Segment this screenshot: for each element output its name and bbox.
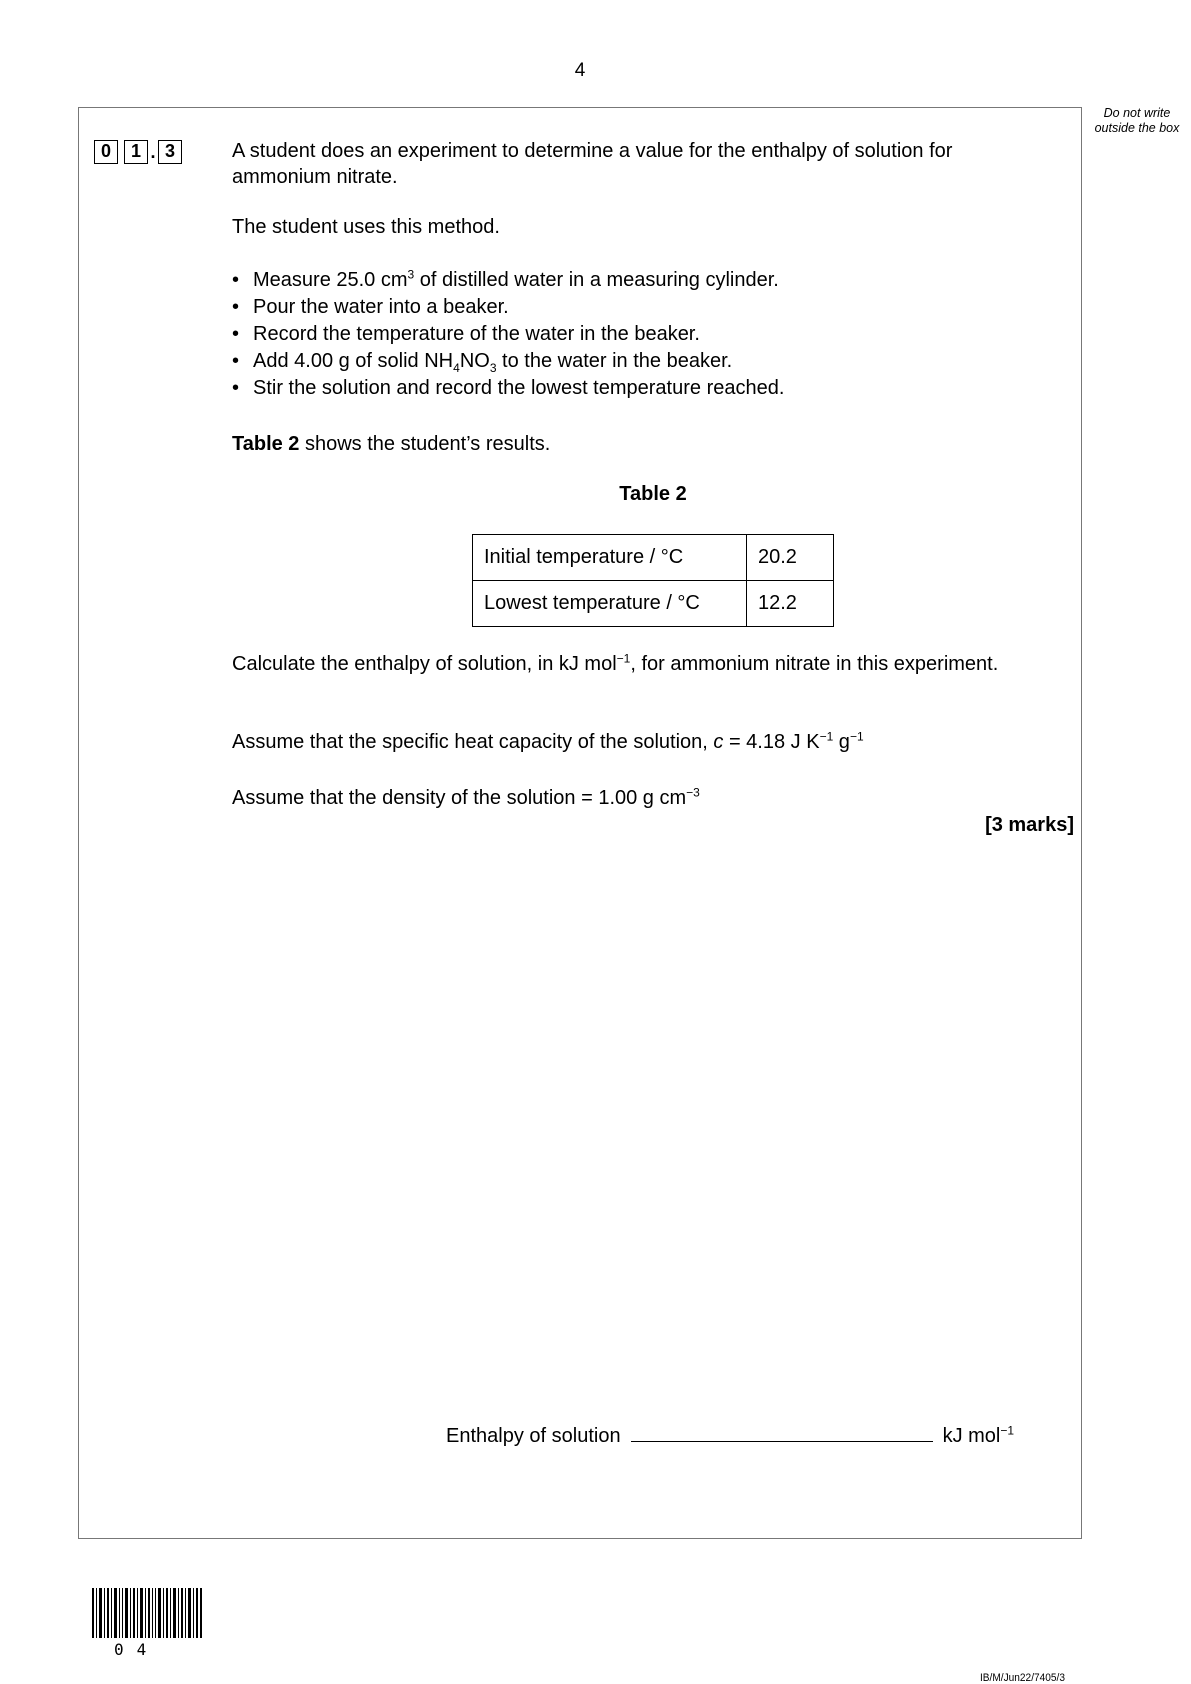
question-number-digit: 3	[158, 140, 182, 164]
table-row	[473, 581, 834, 627]
method-step: • Measure 25.0 $cm^3$ of distilled water in a measuring cylinder.	[232, 267, 784, 294]
question-number-digit: 1	[124, 140, 148, 164]
question-number-digit: 0	[94, 140, 118, 164]
table-intro: Table 2 shows the student’s results.	[232, 433, 551, 455]
method-step: • Stir the solution and record the lowest temperature reached.	[232, 375, 784, 402]
page-number: 4	[574, 60, 586, 81]
method-intro: The student uses this method.	[232, 216, 500, 238]
answer-unit: kJ mol$^{-1}$	[942, 1423, 1015, 1447]
method-list	[232, 267, 784, 402]
calculation-instruction: Calculate the enthalpy of solution, in kJ mol$^{-1}$, for ammonium nitrate in this experiment.	[232, 651, 999, 675]
barcode-number: 04	[114, 1640, 160, 1659]
results-table	[472, 534, 834, 627]
question-number-separator: .	[150, 141, 156, 162]
barcode-image	[92, 1588, 202, 1638]
marks-label: [3 marks]	[985, 814, 1074, 836]
assumption-heat-capacity: Assume that the specific heat capacity of the solution, c = 4.18 J $K^{-1}$ $g^{-1}$	[232, 729, 864, 753]
table-caption: Table 2	[619, 483, 687, 505]
table-cell-value: 20.2	[747, 535, 834, 581]
paper-reference: IB/M/Jun22/7405/3	[980, 1672, 1065, 1684]
question-intro: A student does an experiment to determine a value for the enthalpy of solution for ammonium nitrate.	[232, 140, 953, 188]
answer-label: Enthalpy of solution	[446, 1425, 621, 1447]
question-number	[94, 140, 182, 164]
answer-input-line[interactable]	[631, 1421, 933, 1442]
assumption-density: Assume that the density of the solution = 1.00 g $cm^{-3}$	[232, 785, 700, 809]
table-cell-label: Lowest temperature / °C	[473, 581, 747, 627]
method-step: • Add 4.00 g of solid $NH_4NO_3$ to the water in the beaker.	[232, 348, 784, 375]
margin-note: Do not write outside the box	[1094, 106, 1180, 135]
answer-line-row	[446, 1421, 1014, 1448]
method-step: • Record the temperature of the water in the beaker.	[232, 321, 784, 348]
method-step: • Pour the water into a beaker.	[232, 294, 784, 321]
table-cell-label: Initial temperature / °C	[473, 535, 747, 581]
table-row	[473, 535, 834, 581]
table-cell-value: 12.2	[747, 581, 834, 627]
